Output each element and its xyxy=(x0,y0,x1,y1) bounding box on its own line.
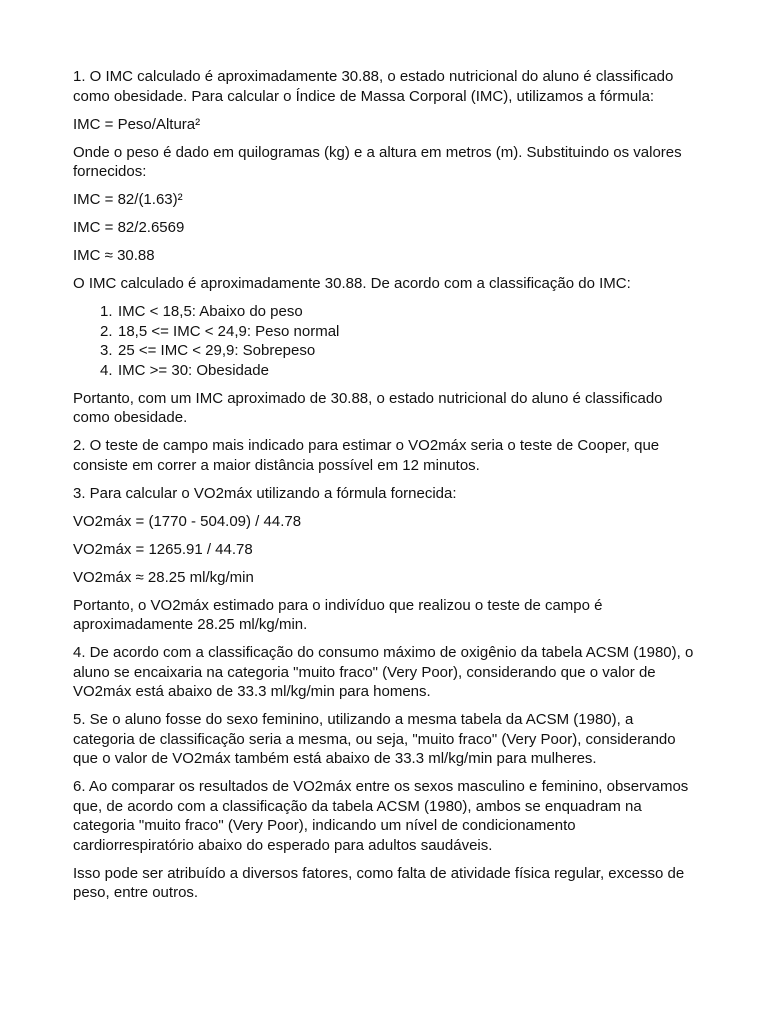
paragraph-answer-5: 5. Se o aluno fosse do sexo feminino, utilizando a mesma tabela da ACSM (1980), a categoria de classificação seria a mesma, ou seja, "muito fraco" (Very Poor), considerando que o valor de VO2máx também está abaixo de 33.3 ml/kg/min para mulheres. xyxy=(73,711,676,767)
list-item-number: 1. xyxy=(100,303,113,320)
formula-imc-result: IMC ≈ 30.88 xyxy=(73,247,155,264)
imc-classification-list xyxy=(73,302,696,380)
list-item-number: 2. xyxy=(100,322,113,340)
paragraph-answer-3-intro: 3. Para calcular o VO2máx utilizando a fórmula fornecida: xyxy=(73,484,457,502)
paragraph-vo2max-conclusion: Portanto, o VO2máx estimado para o indivíduo que realizou o teste de campo é aproximadamente 28.25 ml/kg/min. xyxy=(73,596,603,633)
formula-imc-substitution: IMC = 82/(1.63)² xyxy=(73,191,183,208)
list-item-text: IMC < 18,5: Abaixo do peso xyxy=(118,303,303,320)
list-item-number: 4. xyxy=(100,361,113,379)
list-item xyxy=(73,361,696,381)
list-item xyxy=(73,302,696,322)
list-item xyxy=(73,322,696,342)
paragraph-answer-1-intro: 1. O IMC calculado é aproximadamente 30.88, o estado nutricional do aluno é classificado como obesidade. Para calcular o Índice de Massa Corporal (IMC), utilizamos a fórmula: xyxy=(73,68,674,105)
list-item-text: 18,5 <= IMC < 24,9: Peso normal xyxy=(118,322,340,340)
list-item xyxy=(73,341,696,361)
paragraph-answer-2: 2. O teste de campo mais indicado para estimar o VO2máx seria o teste de Cooper, que consiste em correr a maior distância possível em 12 minutos. xyxy=(73,437,660,474)
formula-imc-division: IMC = 82/2.6569 xyxy=(73,219,185,236)
paragraph-imc-classification-intro: O IMC calculado é aproximadamente 30.88. De acordo com a classificação do IMC: xyxy=(73,275,631,292)
formula-imc: IMC = Peso/Altura² xyxy=(73,115,201,133)
list-item-text: IMC >= 30: Obesidade xyxy=(118,361,269,379)
formula-vo2max: VO2máx = (1770 - 504.09) / 44.78 xyxy=(73,512,302,530)
formula-vo2max-division: VO2máx = 1265.91 / 44.78 xyxy=(73,540,253,558)
formula-vo2max-result: VO2máx ≈ 28.25 ml/kg/min xyxy=(73,568,254,586)
paragraph-answer-6: 6. Ao comparar os resultados de VO2máx entre os sexos masculino e feminino, observamos que, de acordo com a classificação da tabela ACSM (1980), ambos se enquadram na categoria "muito fraco" (Very Poor), indicando um nível de condicionamento cardiorrespiratório abaixo do esperado para adultos saudáveis. xyxy=(73,778,689,854)
paragraph-units: Onde o peso é dado em quilogramas (kg) e a altura em metros (m). Substituindo os valores fornecidos: xyxy=(73,143,682,180)
paragraph-final-remark: Isso pode ser atribuído a diversos fatores, como falta de atividade física regular, excesso de peso, entre outros. xyxy=(73,864,685,901)
list-item-text: 25 <= IMC < 29,9: Sobrepeso xyxy=(118,342,316,359)
list-item-number: 3. xyxy=(100,342,113,359)
paragraph-imc-conclusion: Portanto, com um IMC aproximado de 30.88, o estado nutricional do aluno é classificado como obesidade. xyxy=(73,389,663,426)
paragraph-answer-4: 4. De acordo com a classificação do consumo máximo de oxigênio da tabela ACSM (1980), o aluno se encaixaria na categoria "muito fraco" (Very Poor), considerando que o valor de VO2máx está abaixo de 33.3 ml/kg/min para homens. xyxy=(73,644,694,700)
